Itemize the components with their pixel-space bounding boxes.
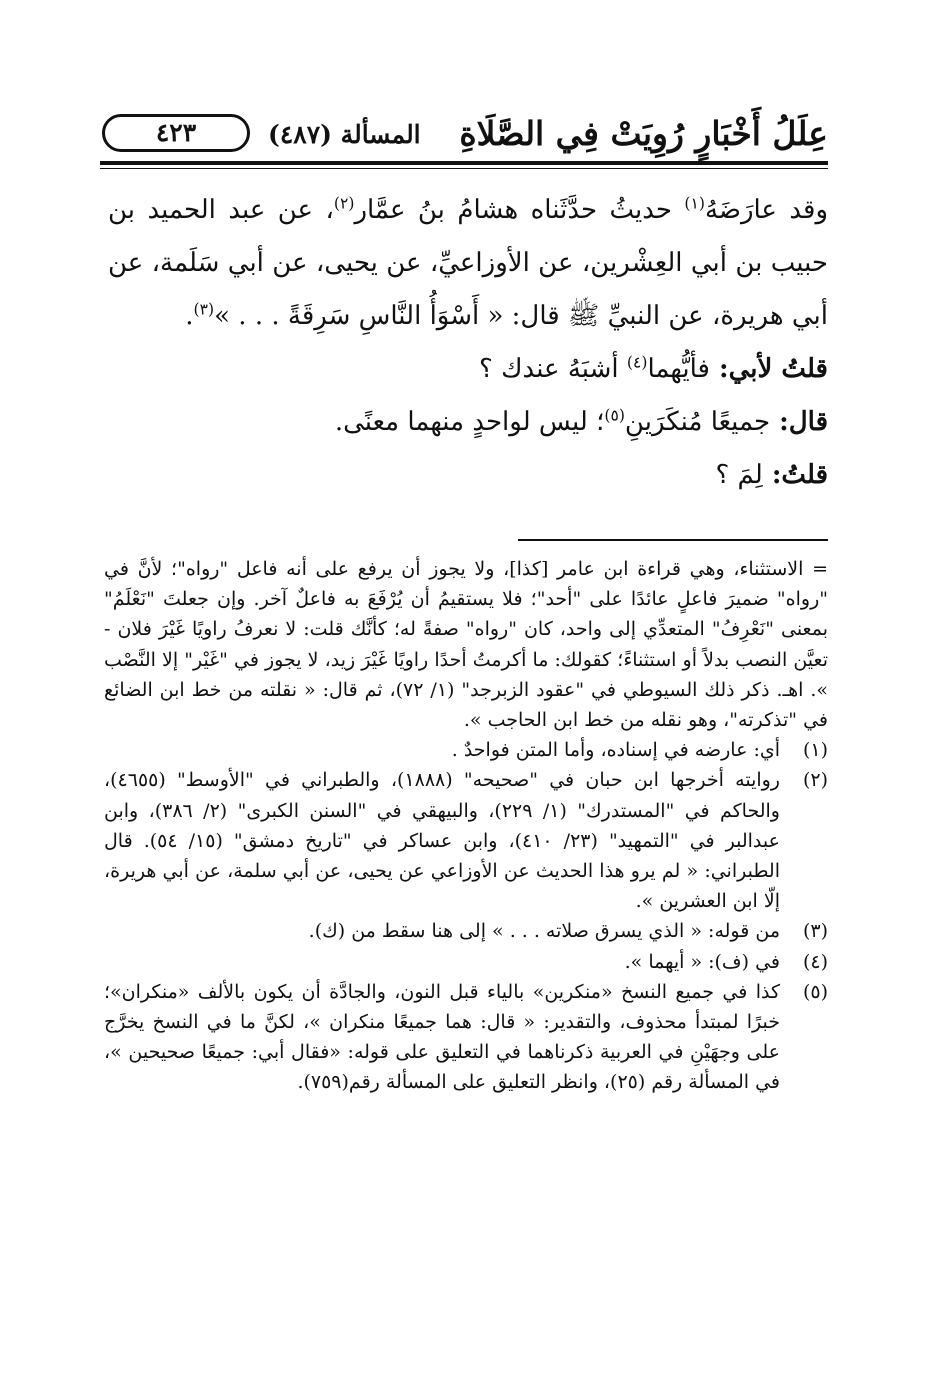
footnote-separator: [518, 539, 828, 541]
header-rule-thin: [100, 168, 828, 169]
answer-paragraph: [108, 396, 828, 449]
speaker-label: قلتُ:: [762, 460, 828, 490]
footnote-number: (٥): [802, 980, 828, 1003]
text-run: وقد عارَضَهُ: [704, 195, 828, 225]
footnote-text: من قوله: « الذي يسرق صلاته . . . » إلى هنا سقط من (ك).: [308, 920, 780, 943]
footnote-text: أي: عارضه في إسناده، وأما المتن فواحدٌ .: [451, 739, 780, 762]
speaker-label: قلتُ لأبي:: [709, 354, 828, 384]
text-run: فأيُّهما: [647, 354, 710, 384]
footnote: [104, 735, 828, 765]
issue-number: المسألة (٤٨٧): [268, 120, 421, 149]
footnote-marker: (٥): [604, 406, 625, 425]
text-run: ؛ ليس لواحدٍ منهما معنًى.: [334, 407, 605, 437]
footnote: [104, 916, 828, 946]
text-run: أشبَهُ عندك ؟: [479, 354, 627, 384]
running-header: [100, 112, 828, 156]
footnote-marker: (٣): [193, 300, 215, 319]
footnote-number: (٤): [802, 950, 828, 973]
footnotes: [104, 554, 828, 1098]
page-number: ٤٢٣: [102, 114, 250, 152]
footnote-text: روايته أخرجها ابن حبان في "صحيحه" (١٨٨٨)، والطبراني في "الأوسط" (٤٦٥٥)، والحاكم في "المستدرك" (١/ ٢٢٩)، والبيهقي في "السنن الكبرى" (٢/ ٣٨٦)، وابن عبدالبر في "التمهيد" (٢٣/ ٤١٠)، وابن عساكر في "تاريخ دمشق" (١٥/ ٥٤). قال الطبراني: « لم يرو هذا الحديث عن الأوزاعي عن يحيى، عن أبي سلمة، عن أبي هريرة، إلّا ابن العشرين ».: [104, 769, 780, 913]
footnote-marker: (٢): [333, 194, 355, 213]
text-run: حديثُ حدَّثَناه هشامُ بنُ عمَّار: [354, 195, 685, 225]
main-text: [108, 184, 828, 502]
footnote-number: (٢): [802, 769, 828, 792]
footnote: [104, 947, 828, 977]
book-title: عِلَلُ أَخْبَارٍ رُوِيَتْ فِي الصَّلَاةِ: [459, 114, 828, 153]
footnote-marker: (٤): [626, 353, 648, 372]
question-paragraph: [108, 449, 828, 502]
text-run: .: [185, 301, 194, 331]
main-paragraph: [108, 184, 828, 343]
footnote-text: في (ف): « أيهما ».: [624, 950, 780, 973]
text-run: ، عن عبد الحميد بن حبيب بن أبي العِشْرين، عن الأوزاعيِّ، عن يحيى، عن أبي سَلَمة، عن أبي هريرة، عن النبيِّ ﷺ قال: « أَسْوَأُ النَّاسِ سَرِقَةً . . . »: [108, 195, 828, 331]
header-rule-thick: [100, 161, 828, 165]
footnote-continuation: = الاستثناء، وهي قراءة ابن عامر [كذا]، ولا يجوز أن يرفع على أنه فاعل "رواه"؛ لأنَّ في "رواه" ضميرَ فاعلٍ عائدًا على "أحد"؛ فلا يستقيمُ أن يُرْفَعَ به فاعلٌ آخر. وإن جعلتَ "نَعْلَمُ" بمعنى "نَعْرِفُ" المتعدِّي إلى واحد، كان "رواه" صفةً له؛ كأنَّك قلت: لا نعرفُ راويًا غَيْرَ فلان - تعيَّن النصب بدلاً أو استثناءً؛ كقولك: ما أكرمتُ أحدًا راويًا غَيْرَ زيد، لا يجوز في "غَيْر" إلا النَّصْب ». اهـ. ذكر ذلك السيوطي في "عقود الزبرجد" (١/ ٧٢)، ثم قال: « نقلته من خط ابن الضائع في "تذكرته"، وهو نقله من خط ابن الحاجب ».: [104, 558, 828, 732]
footnote-marker: (١): [684, 194, 705, 213]
footnote-text: كذا في جميع النسخ «منكرين» بالياء قبل النون، والجادَّة أن يكون بالألف «منكران»؛ خبرًا لمبتدأ محذوف، والتقدير: « قال: هما جميعًا منكران »، لكنَّ ما في النسخ يخرَّج على وجهَيْنِ في العربية ذكرناهما في التعليق على قوله: «فقال أبي: جميعًا صحيحين »، في المسألة رقم (٢٥)، وانظر التعليق على المسألة رقم(٧٥٩).: [104, 980, 780, 1094]
footnote: [104, 765, 828, 916]
footnote-number: (١): [802, 739, 828, 762]
text-run: جميعًا مُنكَرَينِ: [624, 407, 771, 437]
question-paragraph: [108, 343, 828, 396]
footnote-number: (٣): [802, 920, 828, 943]
speaker-label: قال:: [770, 407, 828, 437]
footnote: [104, 977, 828, 1098]
text-run: لِمَ ؟: [715, 460, 763, 490]
